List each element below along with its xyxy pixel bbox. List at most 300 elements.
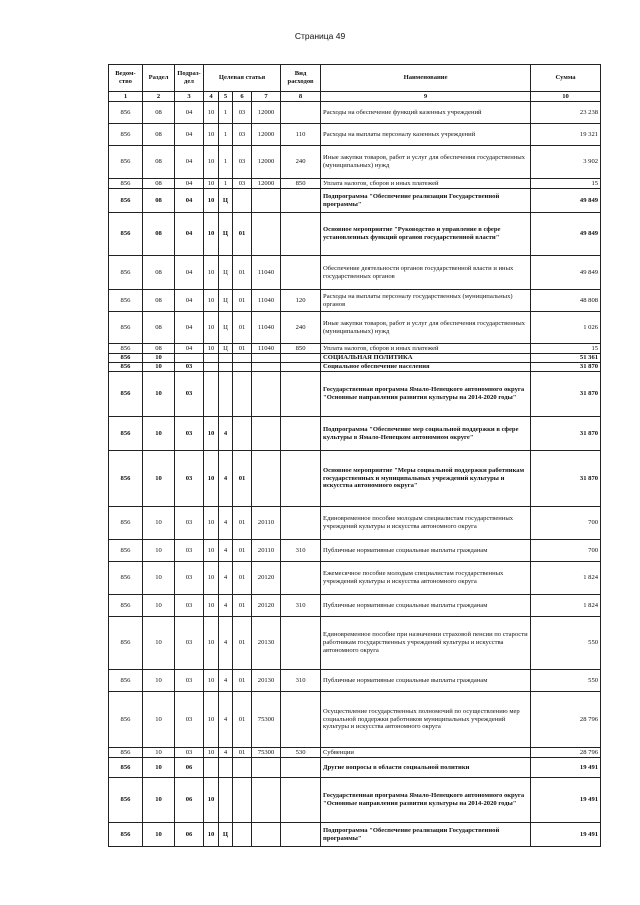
cell-podrazdel: 03 [175,540,204,562]
cell-name: Субвенции [321,748,531,758]
cell-ved: 856 [109,692,143,748]
cell-podrazdel: 04 [175,189,204,213]
cell-target-2: Ц [219,213,233,256]
cell-vid-rashodov: 850 [281,344,321,354]
cell-target-2: Ц [219,312,233,344]
cell-podrazdel: 04 [175,213,204,256]
cell-target-2: 4 [219,670,233,692]
cell-vid-rashodov: 240 [281,312,321,344]
cell-target-3: 01 [233,595,252,617]
cell-sum: 28 796 [531,692,601,748]
cell-target-4: 20110 [252,540,281,562]
cell-name: Единовременное пособие молодым специалистам государственных учреждений культуры и искусства автономного округа [321,507,531,540]
table-row [109,595,601,617]
cell-podrazdel: 04 [175,312,204,344]
cell-target-3 [233,354,252,363]
cell-podrazdel: 04 [175,344,204,354]
cell-podrazdel: 03 [175,562,204,595]
cell-target-4 [252,363,281,372]
cell-target-4 [252,189,281,213]
cell-razdel: 08 [143,344,175,354]
table-row [109,823,601,847]
cell-razdel: 08 [143,179,175,189]
cell-target-3 [233,189,252,213]
cell-target-1: 10 [204,595,219,617]
cell-podrazdel: 04 [175,179,204,189]
cell-ved: 856 [109,417,143,451]
cell-name: Публичные нормативные социальные выплаты гражданам [321,595,531,617]
cell-target-3: 01 [233,451,252,507]
cell-sum: 19 491 [531,758,601,778]
cell-ved: 856 [109,617,143,670]
cell-sum: 700 [531,540,601,562]
cell-razdel: 10 [143,595,175,617]
cell-name: Обеспечение деятельности органов государственной власти и иных государственных органов [321,256,531,290]
cell-target-2: 4 [219,617,233,670]
column-number: 8 [281,92,321,102]
cell-target-4: 11040 [252,256,281,290]
cell-vid-rashodov [281,372,321,417]
table-row [109,417,601,451]
budget-table [108,64,601,847]
cell-target-1 [204,363,219,372]
cell-sum: 49 849 [531,256,601,290]
cell-target-3: 01 [233,507,252,540]
table-row [109,748,601,758]
page-label: Страница 49 [294,31,346,41]
cell-vid-rashodov: 120 [281,290,321,312]
cell-target-3 [233,758,252,778]
cell-target-2: Ц [219,344,233,354]
cell-target-2: 1 [219,179,233,189]
header-podrazdel: Подраз-дел [175,65,204,92]
column-number: 5 [219,92,233,102]
cell-target-4: 20120 [252,562,281,595]
cell-target-4: 12000 [252,146,281,179]
cell-vid-rashodov: 530 [281,748,321,758]
cell-razdel: 10 [143,507,175,540]
column-number: 2 [143,92,175,102]
cell-target-2: 4 [219,417,233,451]
cell-name: Иные закупки товаров, работ и услуг для обеспечения государственных (муниципальных) нужд [321,146,531,179]
cell-target-2: 4 [219,562,233,595]
cell-podrazdel [175,354,204,363]
cell-name: Расходы на выплаты персоналу казенных учреждений [321,124,531,146]
cell-target-4: 12000 [252,124,281,146]
cell-target-1: 10 [204,823,219,847]
cell-target-3: 01 [233,344,252,354]
cell-razdel: 10 [143,617,175,670]
table-row [109,507,601,540]
cell-target-1: 10 [204,562,219,595]
cell-podrazdel: 04 [175,102,204,124]
cell-target-2: 1 [219,102,233,124]
cell-target-4: 11040 [252,312,281,344]
cell-razdel: 10 [143,758,175,778]
cell-target-2 [219,354,233,363]
cell-ved: 856 [109,124,143,146]
cell-sum: 49 849 [531,213,601,256]
cell-sum: 23 238 [531,102,601,124]
cell-target-3 [233,363,252,372]
cell-target-1: 10 [204,417,219,451]
cell-sum: 19 491 [531,778,601,823]
cell-name: Уплата налогов, сборов и иных платежей [321,179,531,189]
column-number: 1 [109,92,143,102]
cell-ved: 856 [109,189,143,213]
cell-sum: 51 361 [531,354,601,363]
cell-razdel: 10 [143,372,175,417]
column-number: 3 [175,92,204,102]
cell-vid-rashodov [281,692,321,748]
cell-ved: 856 [109,451,143,507]
cell-target-4 [252,372,281,417]
cell-name: Другие вопросы в области социальной политики [321,758,531,778]
cell-target-3: 03 [233,146,252,179]
cell-vid-rashodov [281,778,321,823]
cell-podrazdel: 04 [175,146,204,179]
cell-target-2 [219,363,233,372]
cell-target-1: 10 [204,146,219,179]
cell-target-4 [252,417,281,451]
cell-vid-rashodov [281,102,321,124]
cell-target-1: 10 [204,256,219,290]
cell-ved: 856 [109,372,143,417]
cell-target-3 [233,778,252,823]
cell-ved: 856 [109,213,143,256]
cell-razdel: 10 [143,778,175,823]
table-row [109,354,601,363]
cell-podrazdel: 06 [175,758,204,778]
cell-sum: 28 796 [531,748,601,758]
cell-vid-rashodov: 240 [281,146,321,179]
cell-ved: 856 [109,823,143,847]
cell-target-1: 10 [204,290,219,312]
header-ved: Ведом-ство [109,65,143,92]
cell-ved: 856 [109,748,143,758]
cell-ved: 856 [109,354,143,363]
cell-target-3: 01 [233,670,252,692]
table-row [109,102,601,124]
cell-vid-rashodov [281,617,321,670]
cell-target-2: 1 [219,146,233,179]
column-number: 6 [233,92,252,102]
cell-target-1 [204,758,219,778]
cell-name: Уплата налогов, сборов и иных платежей [321,344,531,354]
cell-razdel: 08 [143,124,175,146]
cell-target-2: 4 [219,451,233,507]
header-vid-rashodov: Вид расходов [281,65,321,92]
cell-name: Подпрограмма "Обеспечение реализации Государственной программы" [321,189,531,213]
cell-name: Социальное обеспечение населения [321,363,531,372]
cell-ved: 856 [109,363,143,372]
cell-ved: 856 [109,778,143,823]
cell-target-3 [233,372,252,417]
cell-razdel: 10 [143,692,175,748]
cell-ved: 856 [109,256,143,290]
cell-sum: 1 824 [531,562,601,595]
column-number: 7 [252,92,281,102]
cell-target-4: 75300 [252,692,281,748]
cell-razdel: 10 [143,363,175,372]
cell-sum: 1 824 [531,595,601,617]
cell-sum: 700 [531,507,601,540]
cell-podrazdel: 03 [175,692,204,748]
cell-podrazdel: 04 [175,256,204,290]
cell-razdel: 10 [143,670,175,692]
cell-target-2: 4 [219,595,233,617]
cell-target-3: 03 [233,102,252,124]
cell-target-4: 12000 [252,102,281,124]
cell-target-2 [219,778,233,823]
cell-podrazdel: 06 [175,823,204,847]
cell-target-2: 4 [219,540,233,562]
cell-sum: 31 870 [531,417,601,451]
table-row [109,363,601,372]
cell-target-1: 10 [204,540,219,562]
cell-vid-rashodov: 850 [281,179,321,189]
column-number: 4 [204,92,219,102]
cell-target-2 [219,758,233,778]
cell-name: СОЦИАЛЬНАЯ ПОЛИТИКА [321,354,531,363]
cell-target-4: 11040 [252,344,281,354]
cell-name: Государственная программа Ямало-Ненецкого автономного округа "Основные направления развития культуры на 2014-2020 годы" [321,778,531,823]
table-row [109,146,601,179]
cell-vid-rashodov: 310 [281,595,321,617]
cell-target-4 [252,823,281,847]
cell-target-1: 10 [204,778,219,823]
cell-razdel: 08 [143,189,175,213]
column-number-row [109,92,601,102]
cell-vid-rashodov [281,354,321,363]
cell-vid-rashodov [281,213,321,256]
cell-sum: 15 [531,179,601,189]
cell-target-3: 01 [233,748,252,758]
cell-ved: 856 [109,507,143,540]
cell-target-4 [252,778,281,823]
table-row [109,372,601,417]
table-row [109,778,601,823]
cell-vid-rashodov: 110 [281,124,321,146]
cell-target-3 [233,417,252,451]
cell-razdel: 08 [143,102,175,124]
cell-razdel: 08 [143,146,175,179]
cell-target-3: 01 [233,312,252,344]
table-row [109,344,601,354]
cell-razdel: 10 [143,562,175,595]
cell-target-3: 01 [233,617,252,670]
cell-sum: 31 870 [531,451,601,507]
cell-vid-rashodov [281,417,321,451]
cell-name: Ежемесячное пособие молодым специалистам государственных учреждений культуры и искусства автономного округа [321,562,531,595]
cell-target-4 [252,213,281,256]
cell-ved: 856 [109,179,143,189]
cell-vid-rashodov [281,189,321,213]
table-row [109,179,601,189]
cell-name: Публичные нормативные социальные выплаты гражданам [321,540,531,562]
cell-target-2: 1 [219,124,233,146]
cell-target-2: 4 [219,748,233,758]
cell-name: Единовременное пособие при назначении страховой пенсии по старости работникам государственных учреждений культуры и искусства автономного округа [321,617,531,670]
cell-target-4 [252,354,281,363]
cell-target-3 [233,823,252,847]
cell-target-2: Ц [219,189,233,213]
table-row [109,758,601,778]
cell-vid-rashodov [281,507,321,540]
table-row [109,189,601,213]
cell-podrazdel: 03 [175,507,204,540]
cell-name: Государственная программа Ямало-Ненецкого автономного округа "Основные направления развития культуры на 2014-2020 годы" [321,372,531,417]
cell-razdel: 10 [143,354,175,363]
table-row [109,562,601,595]
cell-vid-rashodov [281,363,321,372]
table-row [109,617,601,670]
cell-razdel: 10 [143,540,175,562]
cell-target-1 [204,372,219,417]
cell-ved: 856 [109,312,143,344]
cell-podrazdel: 03 [175,372,204,417]
cell-name: Публичные нормативные социальные выплаты гражданам [321,670,531,692]
cell-target-2: Ц [219,823,233,847]
cell-razdel: 10 [143,748,175,758]
cell-razdel: 08 [143,256,175,290]
cell-target-4: 20110 [252,507,281,540]
cell-ved: 856 [109,290,143,312]
cell-target-1: 10 [204,344,219,354]
cell-target-4 [252,451,281,507]
cell-name: Основное мероприятие "Меры социальной поддержки работникам государственных и муниципальных учреждений культуры и искусства автономного округа" [321,451,531,507]
cell-target-1: 10 [204,748,219,758]
cell-podrazdel: 04 [175,290,204,312]
header-razdel: Раздел [143,65,175,92]
cell-podrazdel: 03 [175,617,204,670]
cell-target-3: 03 [233,179,252,189]
cell-ved: 856 [109,344,143,354]
cell-podrazdel: 03 [175,417,204,451]
cell-target-1: 10 [204,617,219,670]
cell-podrazdel: 04 [175,124,204,146]
table-row [109,670,601,692]
cell-target-3: 01 [233,256,252,290]
cell-sum: 3 902 [531,146,601,179]
cell-target-1: 10 [204,692,219,748]
cell-razdel: 10 [143,823,175,847]
cell-sum: 550 [531,617,601,670]
cell-target-1: 10 [204,213,219,256]
cell-target-1: 10 [204,451,219,507]
cell-ved: 856 [109,146,143,179]
cell-target-4: 75300 [252,748,281,758]
cell-sum: 1 026 [531,312,601,344]
header-tselevaya-statya: Целевая статья [204,65,281,92]
cell-name: Основное мероприятие "Руководство и управление в сфере установленных функций органов государственной власти" [321,213,531,256]
header-summa: Сумма [531,65,601,92]
cell-target-1: 10 [204,124,219,146]
cell-target-1: 10 [204,312,219,344]
cell-name: Подпрограмма "Обеспечение реализации Государственной программы" [321,823,531,847]
table-row [109,256,601,290]
cell-sum: 19 321 [531,124,601,146]
cell-vid-rashodov [281,562,321,595]
cell-target-3: 01 [233,290,252,312]
cell-razdel: 10 [143,417,175,451]
cell-target-2: Ц [219,256,233,290]
cell-target-2: 4 [219,692,233,748]
header-naimenovanie: Наименование [321,65,531,92]
cell-target-3: 01 [233,562,252,595]
cell-podrazdel: 03 [175,748,204,758]
cell-vid-rashodov [281,256,321,290]
table-row [109,290,601,312]
cell-target-3: 01 [233,540,252,562]
cell-target-4: 20130 [252,670,281,692]
cell-vid-rashodov [281,823,321,847]
column-number: 9 [321,92,531,102]
column-number: 10 [531,92,601,102]
cell-sum: 48 808 [531,290,601,312]
cell-name: Подпрограмма "Обеспечение мер социальной поддержки в сфере культуры в Ямало-Ненецком автономном округе" [321,417,531,451]
cell-target-4 [252,758,281,778]
cell-podrazdel: 03 [175,670,204,692]
cell-target-1: 10 [204,179,219,189]
cell-target-4: 11040 [252,290,281,312]
cell-target-3: 03 [233,124,252,146]
table-row [109,692,601,748]
cell-target-1 [204,354,219,363]
cell-target-2 [219,372,233,417]
table-row [109,213,601,256]
cell-podrazdel: 06 [175,778,204,823]
table-row [109,451,601,507]
cell-sum: 19 491 [531,823,601,847]
cell-podrazdel: 03 [175,363,204,372]
cell-target-1: 10 [204,670,219,692]
cell-target-2: 4 [219,507,233,540]
cell-vid-rashodov: 310 [281,670,321,692]
cell-target-4: 20130 [252,617,281,670]
cell-target-1: 10 [204,102,219,124]
cell-target-4: 20120 [252,595,281,617]
cell-name: Иные закупки товаров, работ и услуг для обеспечения государственных (муниципальных) нужд [321,312,531,344]
cell-ved: 856 [109,670,143,692]
cell-target-2: Ц [219,290,233,312]
cell-vid-rashodov [281,451,321,507]
cell-razdel: 08 [143,213,175,256]
table-body [109,102,601,847]
cell-vid-rashodov: 310 [281,540,321,562]
cell-sum: 15 [531,344,601,354]
cell-ved: 856 [109,102,143,124]
cell-sum: 31 870 [531,363,601,372]
cell-razdel: 08 [143,312,175,344]
table-row [109,312,601,344]
cell-ved: 856 [109,595,143,617]
cell-vid-rashodov [281,758,321,778]
cell-razdel: 08 [143,290,175,312]
cell-sum: 550 [531,670,601,692]
cell-sum: 49 849 [531,189,601,213]
cell-razdel: 10 [143,451,175,507]
cell-name: Расходы на выплаты персоналу государственных (муниципальных) органов [321,290,531,312]
cell-target-3: 01 [233,692,252,748]
cell-podrazdel: 03 [175,451,204,507]
cell-ved: 856 [109,758,143,778]
cell-name: Расходы на обеспечение функций казенных учреждений [321,102,531,124]
cell-sum: 31 870 [531,372,601,417]
cell-target-3: 01 [233,213,252,256]
table-row [109,124,601,146]
cell-ved: 856 [109,540,143,562]
